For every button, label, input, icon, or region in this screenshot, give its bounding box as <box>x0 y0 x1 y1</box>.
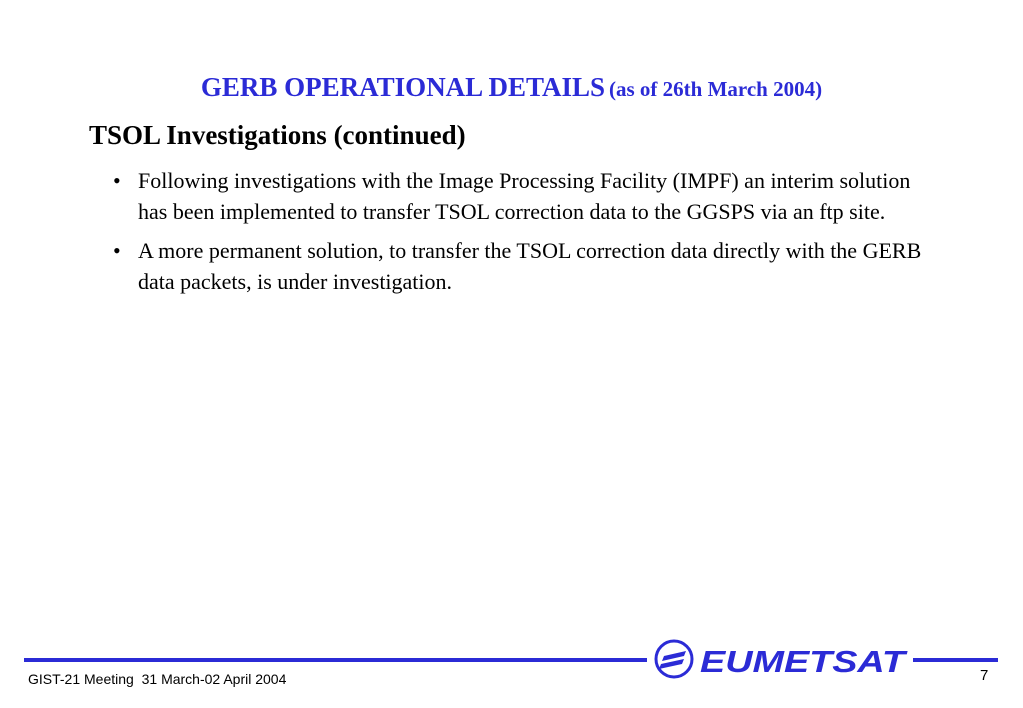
bullet-icon: • <box>113 168 121 193</box>
eumetsat-globe-icon <box>656 641 692 677</box>
bullet-list <box>0 165 1023 305</box>
bullet-text: Following investigations with the Image Processing Facility (IMPF) an interim solution has been implemented to transfer TSOL correction data to the GGSPS via an ftp site. <box>138 168 911 224</box>
bullet-item <box>0 165 1023 227</box>
page-number: 7 <box>980 667 989 684</box>
eumetsat-logo <box>650 637 910 681</box>
section-heading: TSOL Investigations (continued) <box>89 120 466 150</box>
slide-title <box>0 72 1023 103</box>
bullet-text: A more permanent solution, to transfer the TSOL correction data directly with the GERB data packets, is under investigation. <box>138 238 922 294</box>
bullet-item <box>0 235 1023 297</box>
bullet-icon: • <box>113 238 121 263</box>
footer-divider-right <box>913 658 998 662</box>
footer-meeting-info: GIST-21 Meeting 31 March-02 April 2004 <box>28 671 287 687</box>
eumetsat-logo-text: EUMETSAT <box>700 644 909 679</box>
slide-title-date: (as of 26th March 2004) <box>609 77 823 101</box>
footer-divider-left <box>24 658 647 662</box>
slide-title-main: GERB OPERATIONAL DETAILS <box>200 72 605 102</box>
